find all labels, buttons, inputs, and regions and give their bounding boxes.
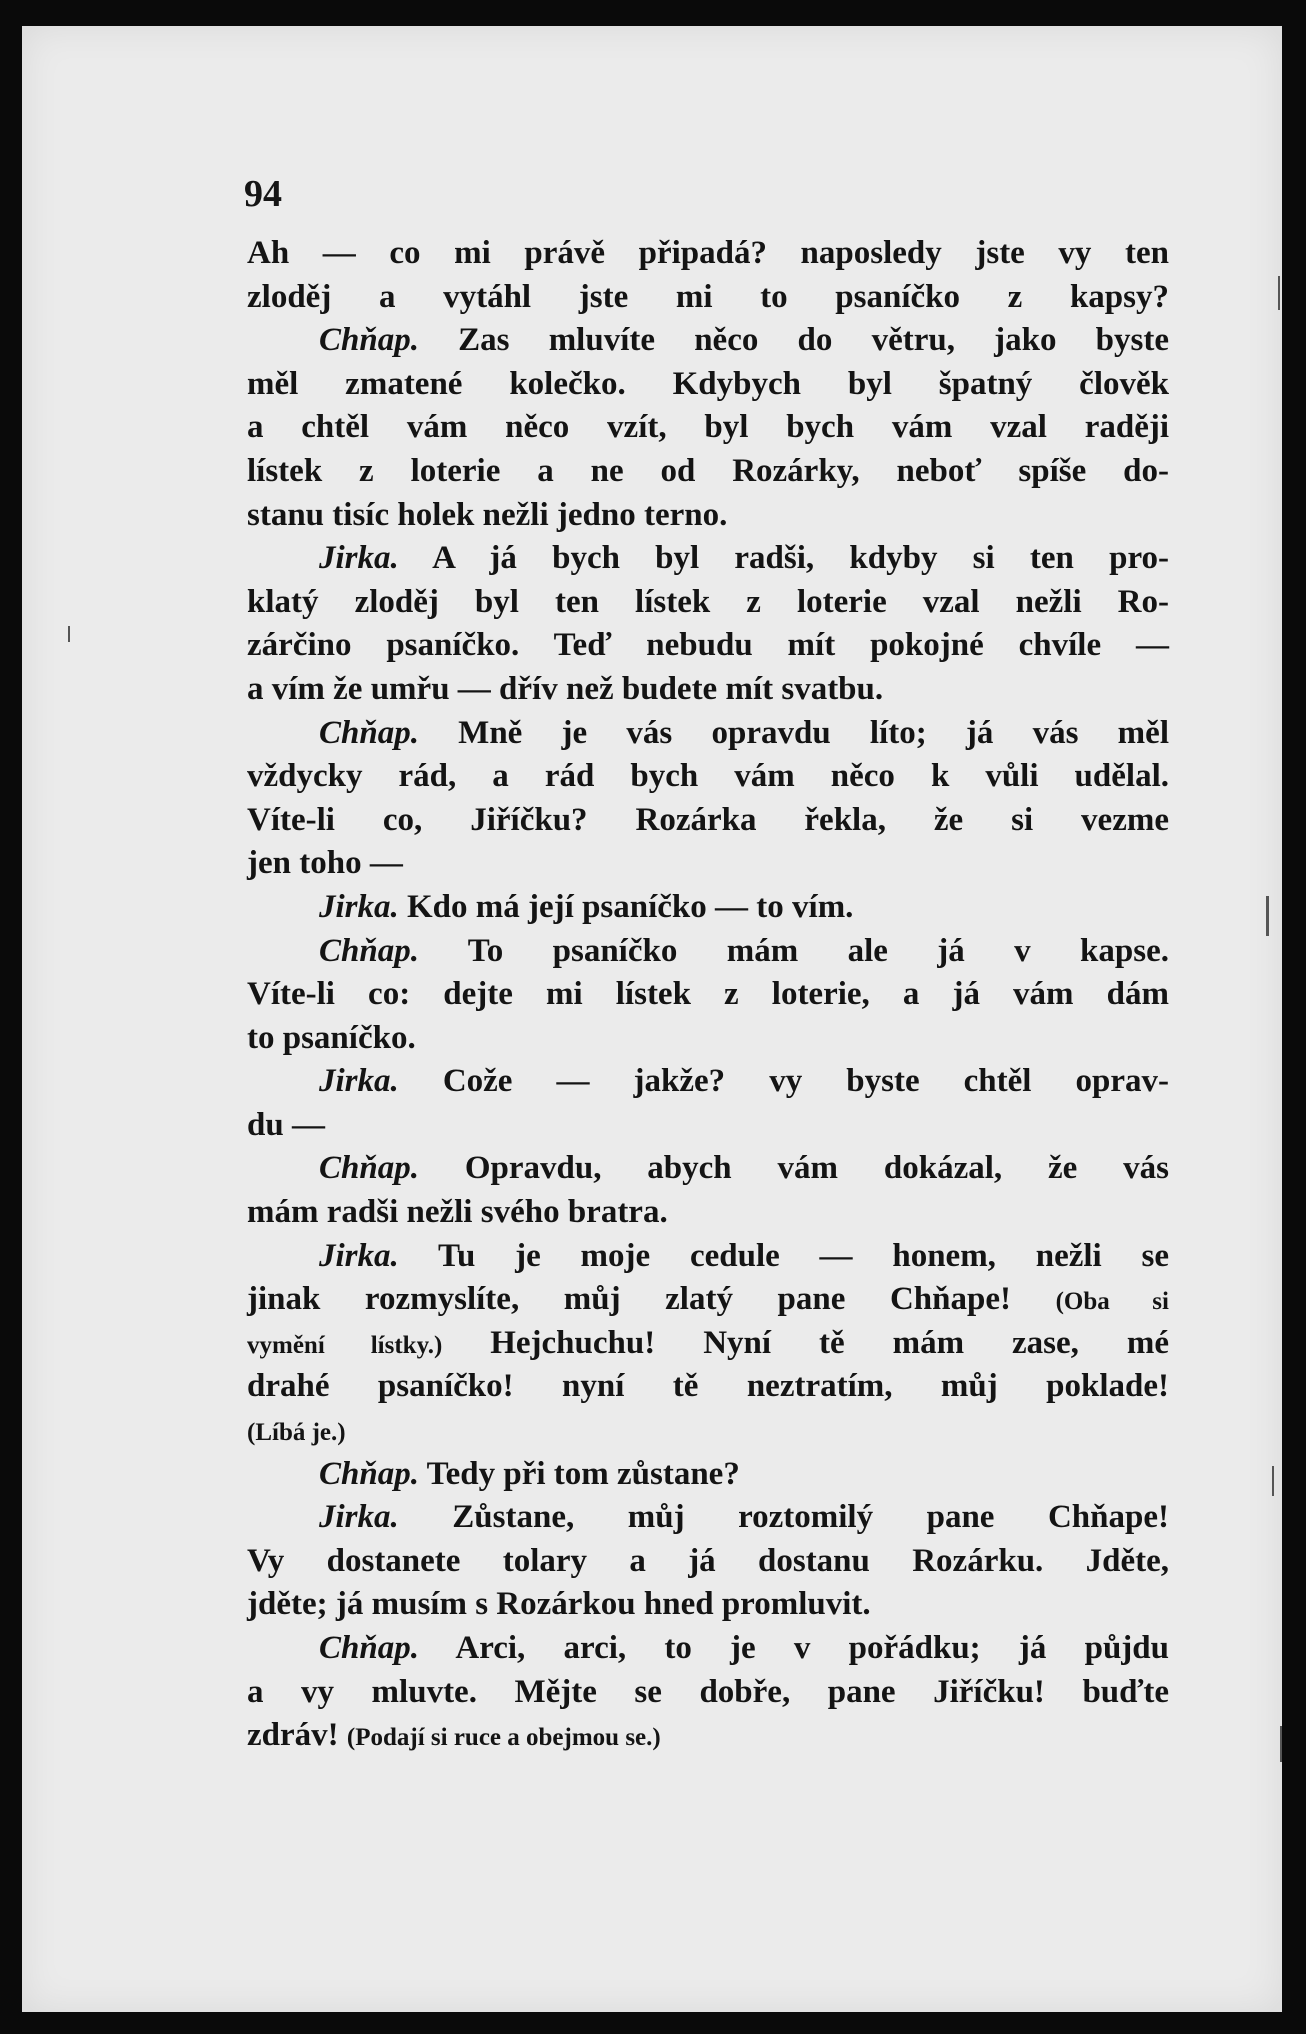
text-line [247,1627,1169,1671]
line-text: To psaníčko mám ale já v kapse. [418,932,1169,969]
line-text: lístek z loterie a ne od Rozárky, neboť spíše do- [247,452,1169,489]
line-text: Tedy při tom zůstane? [418,1455,740,1492]
line-text: A já bych byl radši, kdyby si ten pro- [398,540,1169,577]
text-line [247,232,1169,276]
line-text: Zůstane, můj roztomilý pane Chňape! [398,1499,1169,1536]
line-text: drahé psaníčko! nyní tě neztratím, můj poklade! [247,1368,1169,1405]
text-line [247,1409,1169,1453]
line-text: Opravdu, abych vám dokázal, že vás [418,1150,1169,1187]
text-line [247,886,1169,930]
text-line [247,668,1169,712]
line-text: jen toho — [247,845,403,882]
line-text: to psaníčko. [247,1019,416,1056]
line-text: Víte-li co, Jiříčku? Rozárka řekla, že si vezme [247,801,1169,838]
line-text: měl zmatené kolečko. Kdybych byl špatný člověk [247,365,1169,402]
text-line [247,1147,1169,1191]
text-line [247,1540,1169,1584]
line-text: Zas mluvíte něco do větru, jako byste [418,322,1169,359]
text-line [247,755,1169,799]
text-line [247,406,1169,450]
speaker-name: Jirka. [319,540,399,577]
text-line [247,930,1169,974]
speaker-name: Chňap. [319,322,419,359]
text-line [247,450,1169,494]
speaker-name: Chňap. [319,1630,419,1666]
speaker-name: Jirka. [319,1499,399,1536]
line-text: Cože — jakže? vy byste chtěl oprav- [398,1063,1169,1100]
text-line [247,1453,1169,1497]
text-line [247,1714,1169,1758]
line-text: Vy dostanete tolary a já dostanu Rozárku. Jděte, [247,1542,1169,1579]
text-line [247,799,1169,843]
text-line [247,624,1169,668]
line-text: a vy mluvte. Mějte se dobře, pane Jiříčku! buďte [247,1673,1169,1710]
scan-speck [1280,1726,1282,1762]
text-line [247,842,1169,886]
text-line [247,1322,1169,1366]
speaker-name: Jirka. [319,1237,399,1274]
line-text: Arci, arci, to je v pořádku; já půjdu [418,1630,1169,1666]
text-line [247,581,1169,625]
text-line [247,494,1169,538]
page-number: 94 [244,173,282,215]
text-line [247,1104,1169,1148]
line-text: jinak rozmyslíte, můj zlatý pane Chňape! [247,1281,1056,1318]
text-line [247,712,1169,756]
speaker-name: Chňap. [319,1455,419,1492]
stage-direction: (Podají si ruce a obejmou se.) [346,1724,661,1752]
speaker-name: Chňap. [319,1150,419,1187]
line-text: Mně je vás opravdu líto; já vás měl [418,714,1169,751]
stage-direction: vymění lístky.) [247,1331,443,1359]
text-line [247,537,1169,581]
page-text [247,232,1169,1758]
text-line [247,1060,1169,1104]
stage-direction: (Líbá je.) [247,1419,346,1447]
text-line [247,276,1169,320]
line-text: zdráv! [247,1717,347,1754]
speaker-name: Chňap. [319,932,419,969]
line-text: zloděj a vytáhl jste mi to psaníčko z kapsy? [247,278,1169,315]
text-line [247,319,1169,363]
text-line [247,1671,1169,1715]
speaker-name: Jirka. [319,888,399,925]
speaker-name: Jirka. [319,1063,399,1100]
line-text: Tu je moje cedule — honem, nežli se [398,1237,1169,1274]
line-text: Ah — co mi právě připadá? naposledy jste vy ten [247,235,1169,271]
scan-speck [68,626,70,642]
line-text: Hejchuchu! Nyní tě mám zase, mé [442,1324,1169,1361]
line-text: mám radši nežli svého bratra. [247,1194,668,1231]
text-line [247,363,1169,407]
book-page [22,26,1282,2012]
text-line [247,1583,1169,1627]
line-text: vždycky rád, a rád bych vám něco k vůli udělal. [247,758,1169,795]
line-text: Kdo má její psaníčko — to vím. [398,888,854,925]
scan-speck [1272,1466,1274,1496]
text-line [247,1191,1169,1235]
text-line [247,1496,1169,1540]
text-line [247,1017,1169,1061]
line-text: du — [247,1106,325,1143]
text-line [247,1278,1169,1322]
line-text: a vím že umřu — dřív než budete mít svatbu. [247,670,884,707]
text-line [247,1235,1169,1279]
scan-speck [1278,276,1280,310]
line-text: stanu tisíc holek nežli jedno terno. [247,496,728,533]
line-text: zárčino psaníčko. Teď nebudu mít pokojné chvíle — [247,627,1169,664]
line-text: Víte-li co: dejte mi lístek z loterie, a já vám dám [247,976,1169,1013]
line-text: a chtěl vám něco vzít, byl bych vám vzal raději [247,409,1169,446]
text-line [247,973,1169,1017]
stage-direction: (Oba si [1055,1288,1169,1316]
line-text: jděte; já musím s Rozárkou hned promluvit. [247,1586,871,1623]
line-text: klatý zloděj byl ten lístek z loterie vzal nežli Ro- [247,583,1169,620]
speaker-name: Chňap. [319,714,419,751]
text-line [247,1365,1169,1409]
scan-speck [1266,896,1269,936]
